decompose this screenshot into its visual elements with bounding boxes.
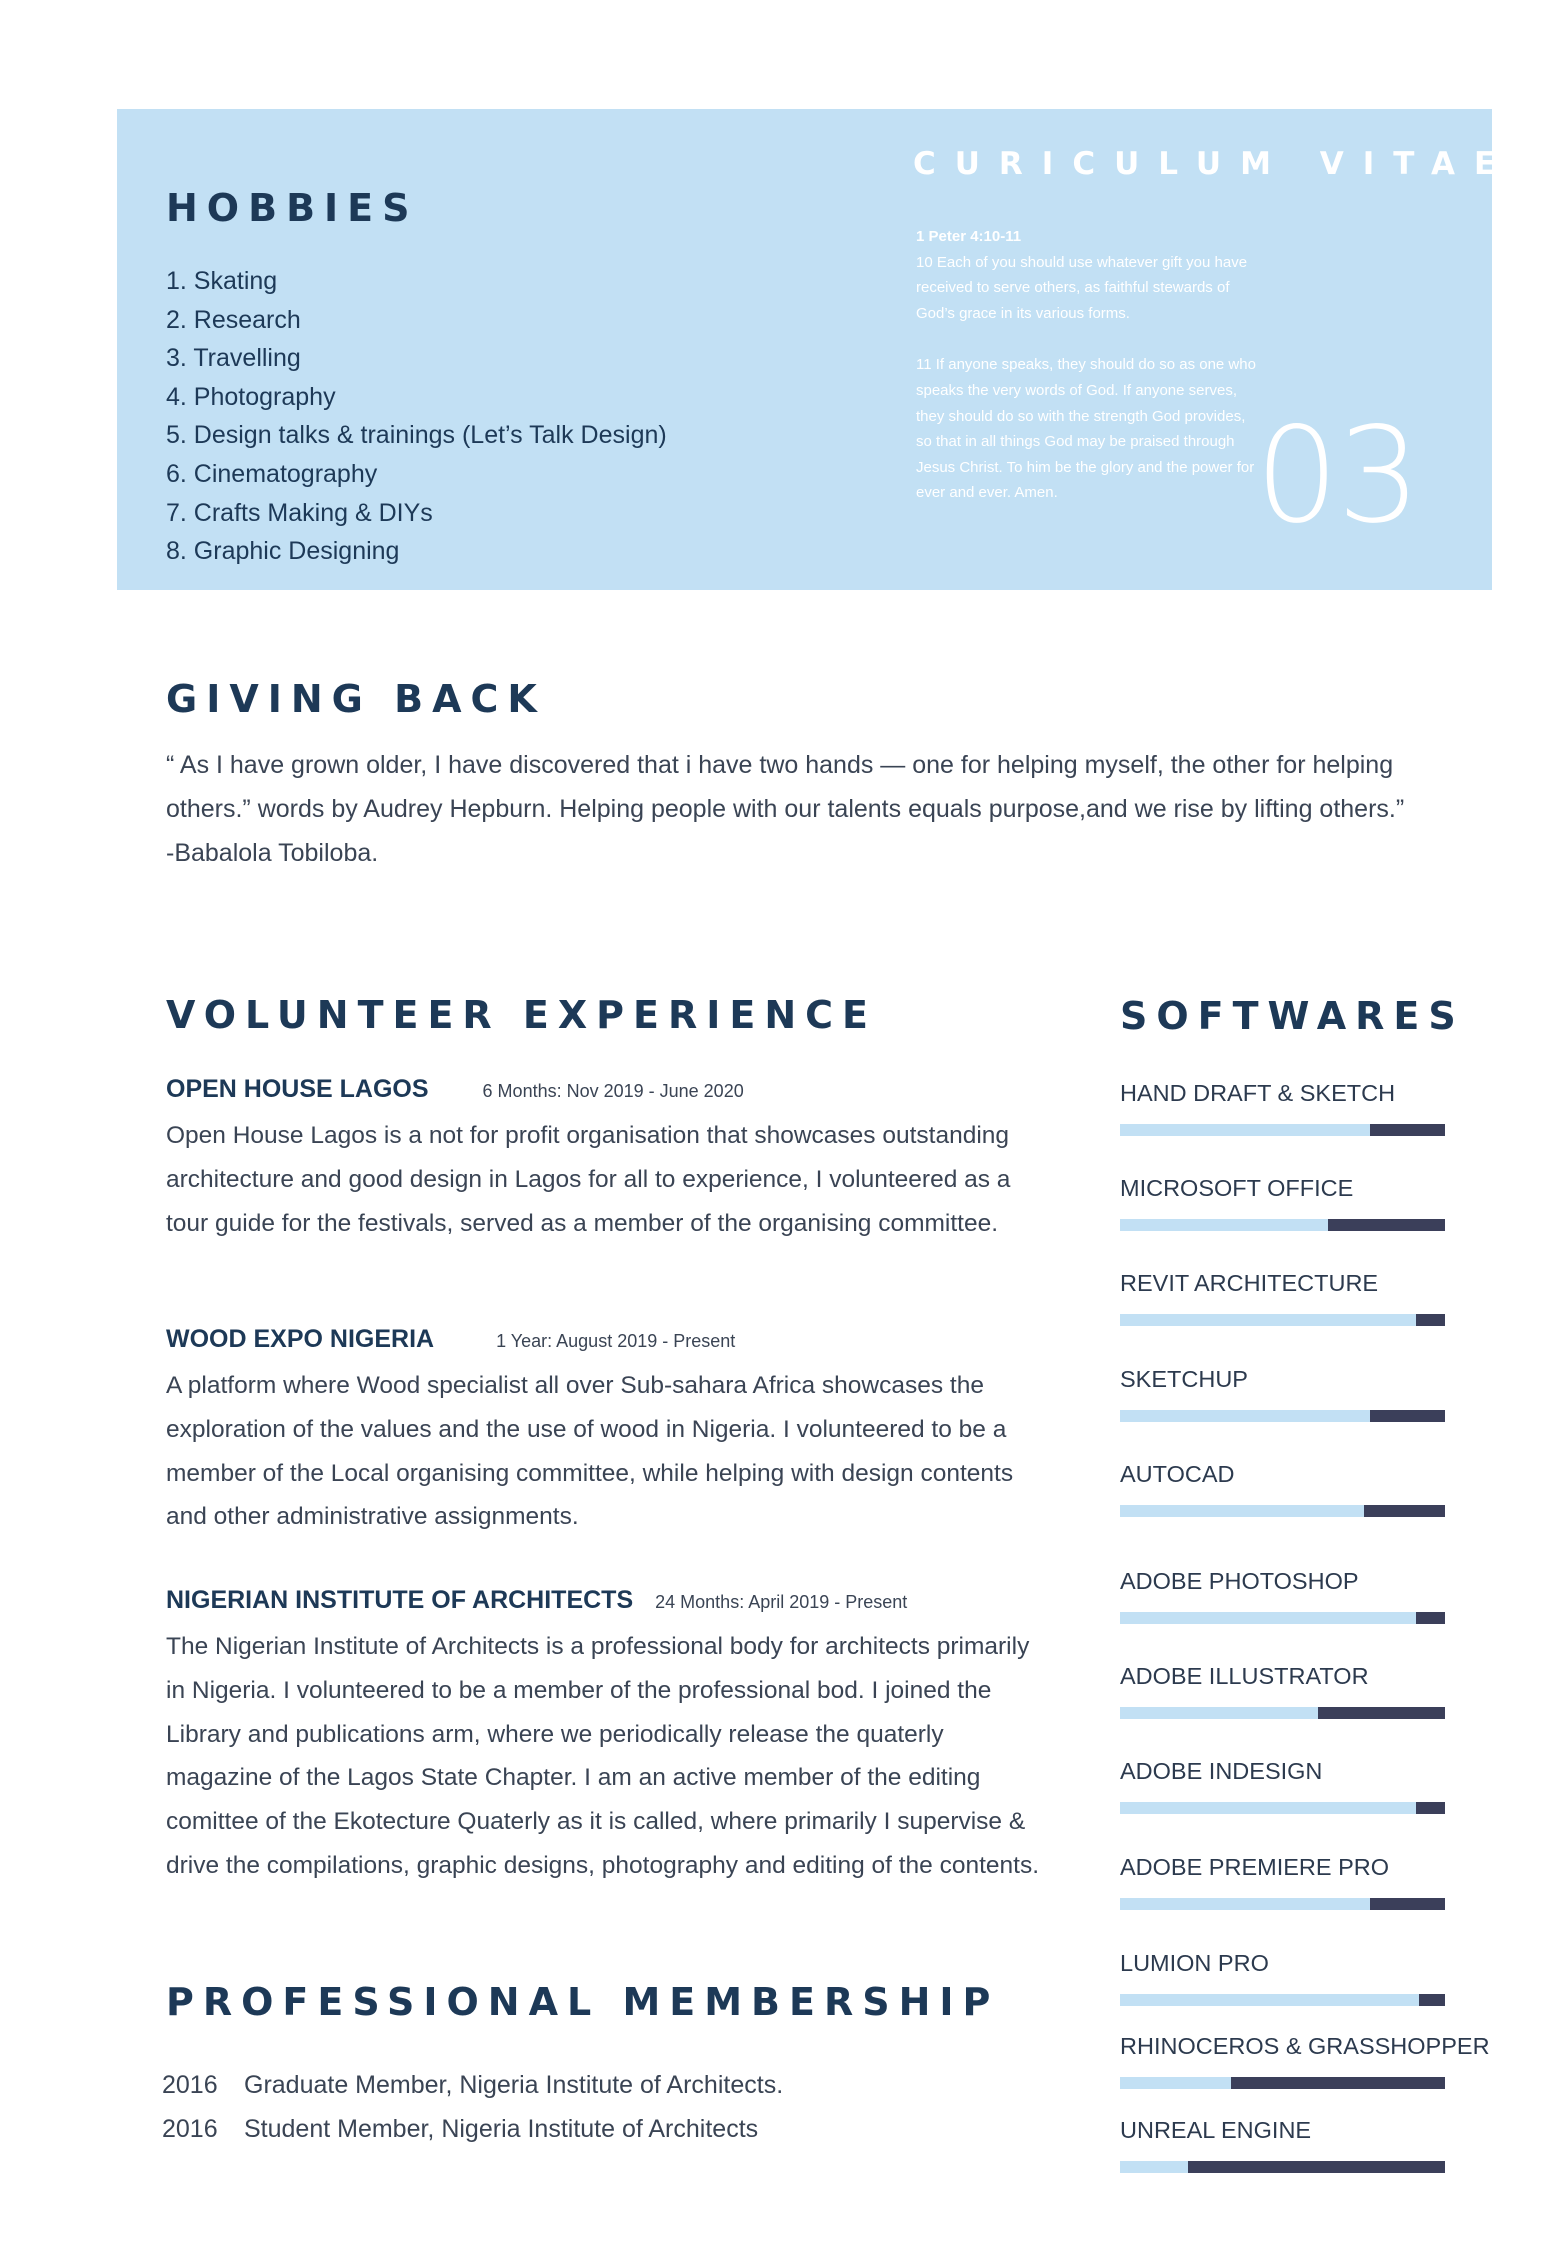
software-item bbox=[1120, 2033, 1490, 2060]
skill-bar-fill bbox=[1120, 1707, 1318, 1719]
software-item bbox=[1120, 1854, 1460, 1881]
skill-bar-fill bbox=[1120, 1314, 1416, 1326]
verse-paragraph: 10 Each of you should use whatever gift you have received to serve others, as faithful stewards of God’s grace in its various forms. bbox=[916, 253, 1248, 322]
hobby-item: 3. Travelling bbox=[166, 344, 301, 373]
skill-bar-fill bbox=[1120, 1219, 1328, 1231]
volunteer-description: Open House Lagos is a not for profit organisation that showcases outstanding architecture and good design in Lagos for all to experience, I volunteered as a tour guide for the festivals, served as a member of the organising committee. bbox=[166, 1122, 1011, 1237]
software-name: HAND DRAFT & SKETCH bbox=[1120, 1080, 1396, 1106]
software-item bbox=[1120, 1950, 1460, 1977]
software-name: MICROSOFT OFFICE bbox=[1120, 1175, 1354, 1201]
skill-bar bbox=[1120, 1802, 1445, 1814]
skill-bar-fill bbox=[1120, 2161, 1188, 2173]
hobby-item: 8. Graphic Designing bbox=[166, 537, 400, 566]
volunteer-entry-header bbox=[166, 1586, 1046, 1615]
skill-bar-fill bbox=[1120, 1612, 1416, 1624]
membership-heading: PROFESSIONAL MEMBERSHIP bbox=[166, 1980, 1000, 2024]
volunteer-description: The Nigerian Institute of Architects is a professional body for architects primarily in Nigeria. I volunteered to be a member of the professional bod. I joined the Library and publications arm, where we periodically release the quaterly magazine of the Lagos State Chapter. I am an active member of the editing comittee of the Ekotecture Quaterly as it is called, where primarily I supervise & drive the compilations, graphic designs, photography and editing of the contents. bbox=[166, 1633, 1040, 1879]
software-name: REVIT ARCHITECTURE bbox=[1120, 1270, 1379, 1296]
skill-bar-fill bbox=[1120, 1124, 1370, 1136]
hobby-item: 6. Cinematography bbox=[166, 459, 378, 488]
volunteer-entry bbox=[166, 1586, 1046, 1888]
skill-bar-remainder bbox=[1416, 1802, 1445, 1814]
skill-bar-remainder bbox=[1188, 2161, 1445, 2173]
membership-item bbox=[162, 2063, 783, 2107]
skill-bar-remainder bbox=[1370, 1898, 1445, 1910]
volunteer-heading: VOLUNTEER EXPERIENCE bbox=[166, 993, 877, 1037]
skill-bar-remainder bbox=[1419, 1994, 1445, 2006]
skill-bar bbox=[1120, 2161, 1445, 2173]
hobby-item: 2. Research bbox=[166, 305, 301, 334]
skill-bar-remainder bbox=[1231, 2077, 1446, 2089]
skill-bar bbox=[1120, 1707, 1445, 1719]
bible-verse bbox=[916, 224, 1261, 506]
software-item bbox=[1120, 1366, 1460, 1393]
verse-paragraph: 11 If anyone speaks, they should do so as one who speaks the very words of God. If anyone serves, they should do so with the strength God provides, so that in all things God may be praised through Jesus Christ. To him be the glory and the power for ever and ever. Amen. bbox=[916, 356, 1256, 502]
software-item bbox=[1120, 1461, 1460, 1488]
skill-bar bbox=[1120, 2077, 1445, 2089]
skill-bar bbox=[1120, 1898, 1445, 1910]
membership-text: Student Member, Nigeria Institute of Architects bbox=[244, 2115, 759, 2143]
software-item bbox=[1120, 1568, 1460, 1595]
hobby-item: 5. Design talks & trainings (Let’s Talk Design) bbox=[166, 421, 667, 450]
skill-bar bbox=[1120, 1612, 1445, 1624]
software-name: AUTOCAD bbox=[1120, 1461, 1235, 1487]
skill-bar-fill bbox=[1120, 1505, 1364, 1517]
skill-bar bbox=[1120, 1410, 1445, 1422]
hobbies-heading: HOBBIES bbox=[166, 186, 419, 230]
software-item bbox=[1120, 1175, 1460, 1202]
volunteer-org: NIGERIAN INSTITUTE OF ARCHITECTS bbox=[166, 1586, 634, 1614]
skill-bar-remainder bbox=[1328, 1219, 1445, 1231]
page-number: 03 bbox=[1255, 399, 1419, 553]
software-name: ADOBE ILLUSTRATOR bbox=[1120, 1663, 1369, 1689]
membership-year: 2016 bbox=[162, 2115, 218, 2143]
volunteer-entry bbox=[166, 1075, 1046, 1245]
verse-reference: 1 Peter 4:10-11 bbox=[916, 228, 1022, 245]
software-name: ADOBE PHOTOSHOP bbox=[1120, 1568, 1359, 1594]
membership-list bbox=[162, 2063, 783, 2151]
skill-bar-fill bbox=[1120, 1410, 1370, 1422]
software-name: UNREAL ENGINE bbox=[1120, 2117, 1312, 2143]
giving-back-signature: -Babalola Tobiloba. bbox=[166, 838, 379, 867]
skill-bar-fill bbox=[1120, 2077, 1231, 2089]
skill-bar bbox=[1120, 1994, 1445, 2006]
membership-year: 2016 bbox=[162, 2071, 218, 2099]
software-item bbox=[1120, 1663, 1460, 1690]
skill-bar-remainder bbox=[1370, 1124, 1445, 1136]
giving-back-text bbox=[166, 744, 1456, 875]
volunteer-entry-header bbox=[166, 1325, 1046, 1354]
volunteer-org: WOOD EXPO NIGERIA bbox=[166, 1325, 435, 1353]
volunteer-entry bbox=[166, 1325, 1046, 1539]
volunteer-org: OPEN HOUSE LAGOS bbox=[166, 1075, 429, 1103]
volunteer-dates: 6 Months: Nov 2019 - June 2020 bbox=[482, 1081, 744, 1101]
volunteer-dates: 24 Months: April 2019 - Present bbox=[655, 1592, 908, 1612]
cv-title: CURICULUM VITAE bbox=[913, 146, 1515, 182]
skill-bar bbox=[1120, 1219, 1445, 1231]
volunteer-description: A platform where Wood specialist all over Sub-sahara Africa showcases the exploration of the values and the use of wood in Nigeria. I volunteered to be a member of the Local organising committee, while helping with design contents and other administrative assignments. bbox=[166, 1372, 1014, 1531]
volunteer-entry-header bbox=[166, 1075, 1046, 1104]
softwares-heading: SOFTWARES bbox=[1120, 994, 1465, 1038]
software-item bbox=[1120, 2117, 1460, 2144]
volunteer-dates: 1 Year: August 2019 - Present bbox=[496, 1331, 736, 1351]
giving-back-heading: GIVING BACK bbox=[166, 677, 546, 721]
giving-back-quote: “ As I have grown older, I have discovered that i have two hands — one for helping myself, the other for helping others.” words by Audrey Hepburn. Helping people with our talents equals purpose,and we rise by lifting others.” bbox=[166, 751, 1405, 823]
skill-bar-remainder bbox=[1364, 1505, 1445, 1517]
skill-bar bbox=[1120, 1124, 1445, 1136]
skill-bar bbox=[1120, 1505, 1445, 1517]
software-name: LUMION PRO bbox=[1120, 1950, 1269, 1976]
skill-bar-fill bbox=[1120, 1994, 1419, 2006]
software-name: ADOBE PREMIERE PRO bbox=[1120, 1854, 1389, 1880]
skill-bar bbox=[1120, 1314, 1445, 1326]
skill-bar-remainder bbox=[1370, 1410, 1445, 1422]
skill-bar-remainder bbox=[1416, 1314, 1445, 1326]
software-name: SKETCHUP bbox=[1120, 1366, 1248, 1392]
skill-bar-fill bbox=[1120, 1898, 1370, 1910]
skill-bar-remainder bbox=[1416, 1612, 1445, 1624]
software-item bbox=[1120, 1270, 1460, 1297]
hobby-item: 7. Crafts Making & DIYs bbox=[166, 498, 433, 527]
hobbies-list bbox=[166, 262, 667, 571]
skill-bar-fill bbox=[1120, 1802, 1416, 1814]
hobby-item: 4. Photography bbox=[166, 382, 336, 411]
software-name: RHINOCEROS & GRASSHOPPER bbox=[1120, 2033, 1490, 2059]
hobby-item: 1. Skating bbox=[166, 267, 278, 295]
membership-text: Graduate Member, Nigeria Institute of Architects. bbox=[244, 2071, 784, 2099]
membership-item bbox=[162, 2107, 783, 2151]
software-name: ADOBE INDESIGN bbox=[1120, 1758, 1323, 1784]
skill-bar-remainder bbox=[1318, 1707, 1445, 1719]
software-item bbox=[1120, 1080, 1460, 1107]
software-item bbox=[1120, 1758, 1460, 1785]
